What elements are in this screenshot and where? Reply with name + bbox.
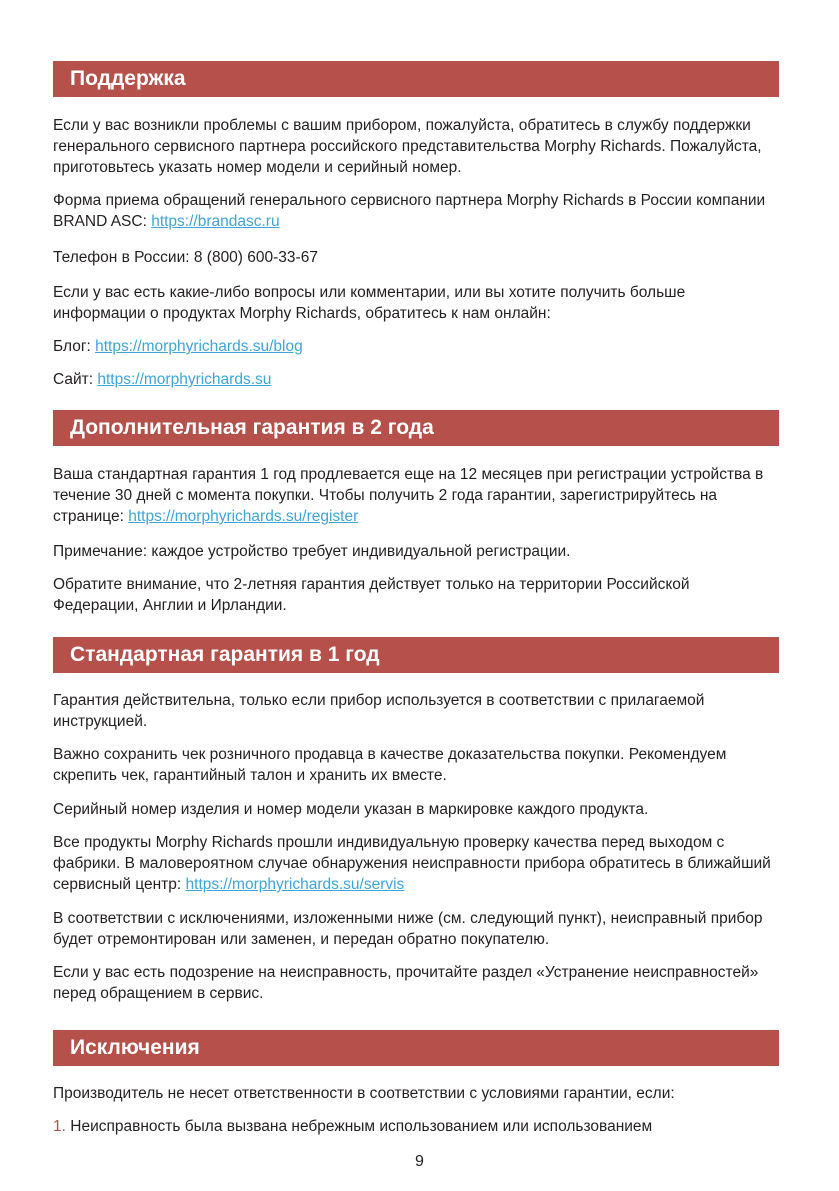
extra-warranty-paragraph-3: Обратите внимание, что 2-летняя гарантия действует только на территории Российской Федерации, Англии и Ирландии. — [53, 576, 690, 614]
extra-warranty-text: Ваша стандартная гарантия 1 год продлевается еще на 12 месяцев при регистрации устройства в течение 30 дней с момента покупки. Чтобы получить 2 года гарантии, зарегистрируйтесь на странице: — [53, 466, 764, 525]
blog-link[interactable]: https://morphyrichards.su/blog — [95, 338, 303, 355]
register-link[interactable]: https://morphyrichards.su/register — [128, 508, 359, 525]
list-item-text: Неисправность была вызвана небрежным использованием или использованием — [70, 1118, 653, 1135]
list-number: 1. — [53, 1118, 66, 1135]
section-header-exclusions: Исключения — [53, 1030, 779, 1066]
standard-warranty-paragraph-6: Если у вас есть подозрение на неисправность, прочитайте раздел «Устранение неисправностей» перед обращением в сервис. — [53, 964, 759, 1002]
quality-check-text: Все продукты Morphy Richards прошли индивидуальную проверку качества перед выходом с фабрики. В маловероятном случае обнаружения неисправности прибора обратитесь в ближайший сервисный центр: — [53, 834, 771, 893]
standard-warranty-paragraph-3: Серийный номер изделия и номер модели указан в маркировке каждого продукта. — [53, 801, 649, 818]
support-form-text: Форма приема обращений генерального сервисного партнера Morphy Richards в России компании BRAND ASC: — [53, 192, 766, 230]
extra-warranty-paragraph-1 — [53, 464, 779, 527]
site-line — [53, 369, 779, 390]
support-phone: Телефон в России: 8 (800) 600-33-67 — [53, 249, 318, 266]
extra-warranty-note: Примечание: каждое устройство требует индивидуальной регистрации. — [53, 543, 571, 560]
support-paragraph-3: Если у вас есть какие-либо вопросы или комментарии, или вы хотите получить больше информации о продуктах Morphy Richards, обратитесь к нам онлайн: — [53, 284, 686, 322]
support-paragraph-2 — [53, 190, 779, 232]
standard-warranty-paragraph-5: В соответствии с исключениями, изложенными ниже (см. следующий пункт), неисправный прибор будет отремонтирован или заменен, и передан обратно покупателю. — [53, 910, 763, 948]
section-header-extra-warranty: Дополнительная гарантия в 2 года — [53, 410, 779, 446]
exclusions-intro: Производитель не несет ответственности в соответствии с условиями гарантии, если: — [53, 1085, 675, 1102]
blog-line — [53, 336, 779, 357]
brandasc-link[interactable]: https://brandasc.ru — [151, 213, 280, 230]
page-number: 9 — [415, 1153, 424, 1170]
standard-warranty-paragraph-1: Гарантия действительна, только если прибор используется в соответствии с прилагаемой инструкцией. — [53, 692, 705, 730]
section-header-support: Поддержка — [53, 61, 779, 97]
section-header-standard-warranty: Стандартная гарантия в 1 год — [53, 637, 779, 673]
blog-label: Блог: — [53, 338, 96, 355]
standard-warranty-paragraph-4 — [53, 832, 779, 895]
support-paragraph-1: Если у вас возникли проблемы с вашим прибором, пожалуйста, обратитесь в службу поддержки генерального сервисного партнера российского представительства Morphy Richards. Пожалуйста, приготовьтесь указать номер модели и серийный номер. — [53, 117, 762, 176]
exclusions-item-1 — [53, 1116, 779, 1137]
site-link[interactable]: https://morphyrichards.su — [97, 371, 272, 388]
servis-link[interactable]: https://morphyrichards.su/servis — [185, 876, 405, 893]
standard-warranty-paragraph-2: Важно сохранить чек розничного продавца в качестве доказательства покупки. Рекомендуем скрепить чек, гарантийный талон и хранить их вместе. — [53, 746, 727, 784]
site-label: Сайт: — [53, 371, 98, 388]
